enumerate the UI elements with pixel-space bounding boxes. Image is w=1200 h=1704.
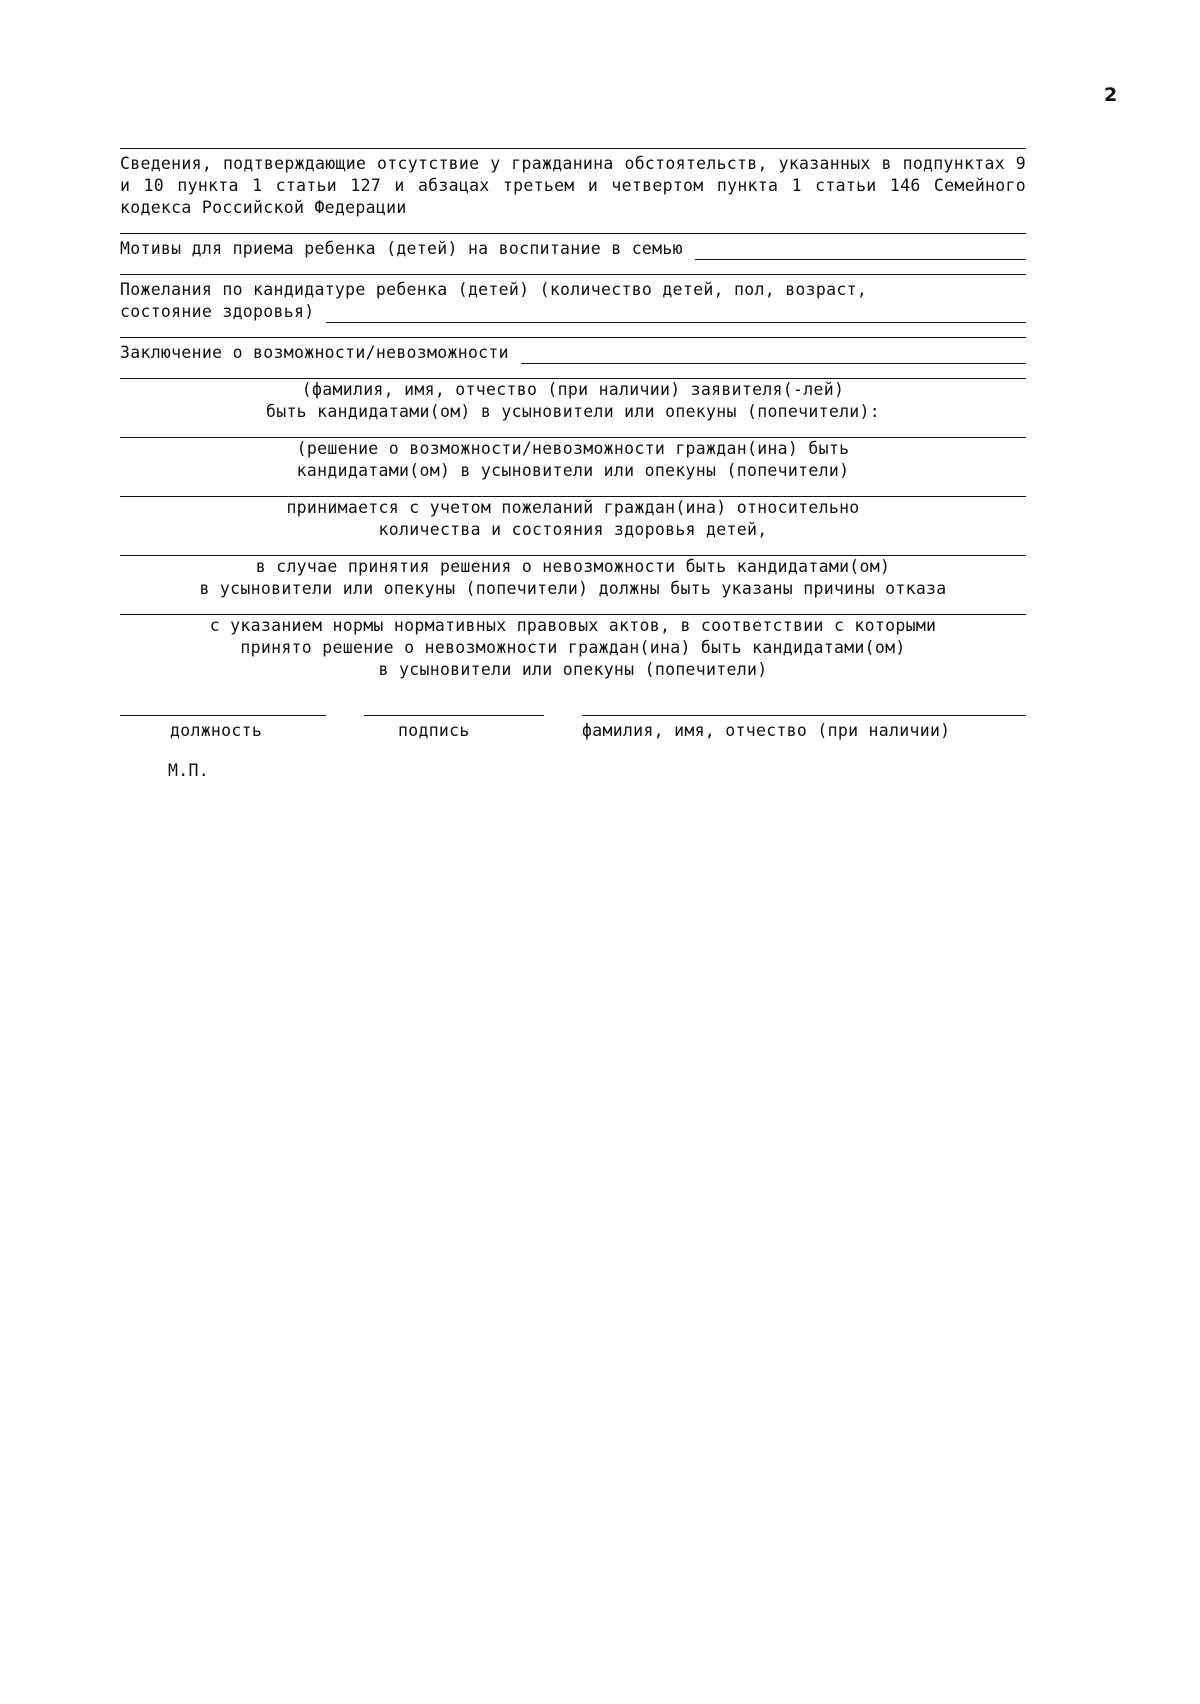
conclusion-top-line	[120, 337, 1026, 338]
refusal-hint-1: в случае принятия решения о невозможности быть кандидатами(ом)	[255, 557, 891, 576]
name-label: фамилия, имя, отчество (при наличии)	[582, 721, 951, 740]
wishes-hint-1: принимается с учетом пожеланий граждан(ина) относительно	[286, 498, 860, 517]
wishes-label-line2: состояние здоровья)	[120, 302, 315, 321]
decision-hint-1: (решение о возможности/невозможности граждан(ина) быть	[296, 439, 850, 458]
signature-labels	[120, 720, 1026, 742]
conclusion-field[interactable]	[521, 347, 1026, 364]
stamp-label: М.П.	[168, 761, 209, 780]
motives-label: Мотивы для приема ребенка (детей) на воспитание в семью	[120, 239, 683, 258]
wishes-field[interactable]	[326, 306, 1026, 323]
motives-row	[120, 238, 1026, 260]
info-section	[120, 148, 1026, 219]
signature-lines	[120, 715, 1026, 716]
application-form	[120, 148, 1026, 782]
wishes-hint-2: количества и состояния здоровья детей,	[378, 520, 768, 539]
conclusion-label: Заключение о возможности/невозможности	[120, 343, 509, 362]
name-field[interactable]	[582, 715, 1026, 716]
signature-field[interactable]	[364, 715, 544, 716]
decision-hint-2: кандидатами(ом) в усыновители или опекуны (попечители)	[296, 461, 850, 480]
motives-field[interactable]	[695, 243, 1026, 260]
page-number: 2	[1104, 84, 1118, 106]
position-label: должность	[170, 721, 263, 740]
norms-hint-1: с указанием нормы нормативных правовых актов, в соответствии с которыми	[209, 616, 937, 635]
applicant-hint-2: быть кандидатами(ом) в усыновители или опекуны (попечители):	[265, 402, 881, 421]
motives-top-line	[120, 233, 1026, 234]
refusal-hint-2: в усыновители или опекуны (попечители) должны быть указаны причины отказа	[199, 579, 947, 598]
info-label: Сведения, подтверждающие отсутствие у гражданина обстоятельств, указанных в подпунктах 9 и 10 пункта 1 статьи 127 и абзацах третьем и четвертом пункта 1 статьи 146 Семейного кодекса Российской Федерации	[120, 154, 1026, 217]
norms-hint-3: в усыновители или опекуны (попечители)	[378, 660, 768, 679]
position-field[interactable]	[120, 715, 326, 716]
conclusion-row	[120, 342, 1026, 364]
norms-hint-2: принято решение о невозможности граждан(ина) быть кандидатами(ом)	[240, 638, 906, 657]
wishes-row	[120, 301, 1026, 323]
signature-label: подпись	[398, 721, 470, 740]
applicant-hint-1: (фамилия, имя, отчество (при наличии) заявителя(-лей)	[301, 380, 845, 399]
info-field-line[interactable]	[120, 148, 1026, 149]
wishes-label-line1: Пожелания по кандидатуре ребенка (детей) (количество детей, пол, возраст,	[120, 280, 868, 299]
wishes-top-line	[120, 274, 1026, 275]
